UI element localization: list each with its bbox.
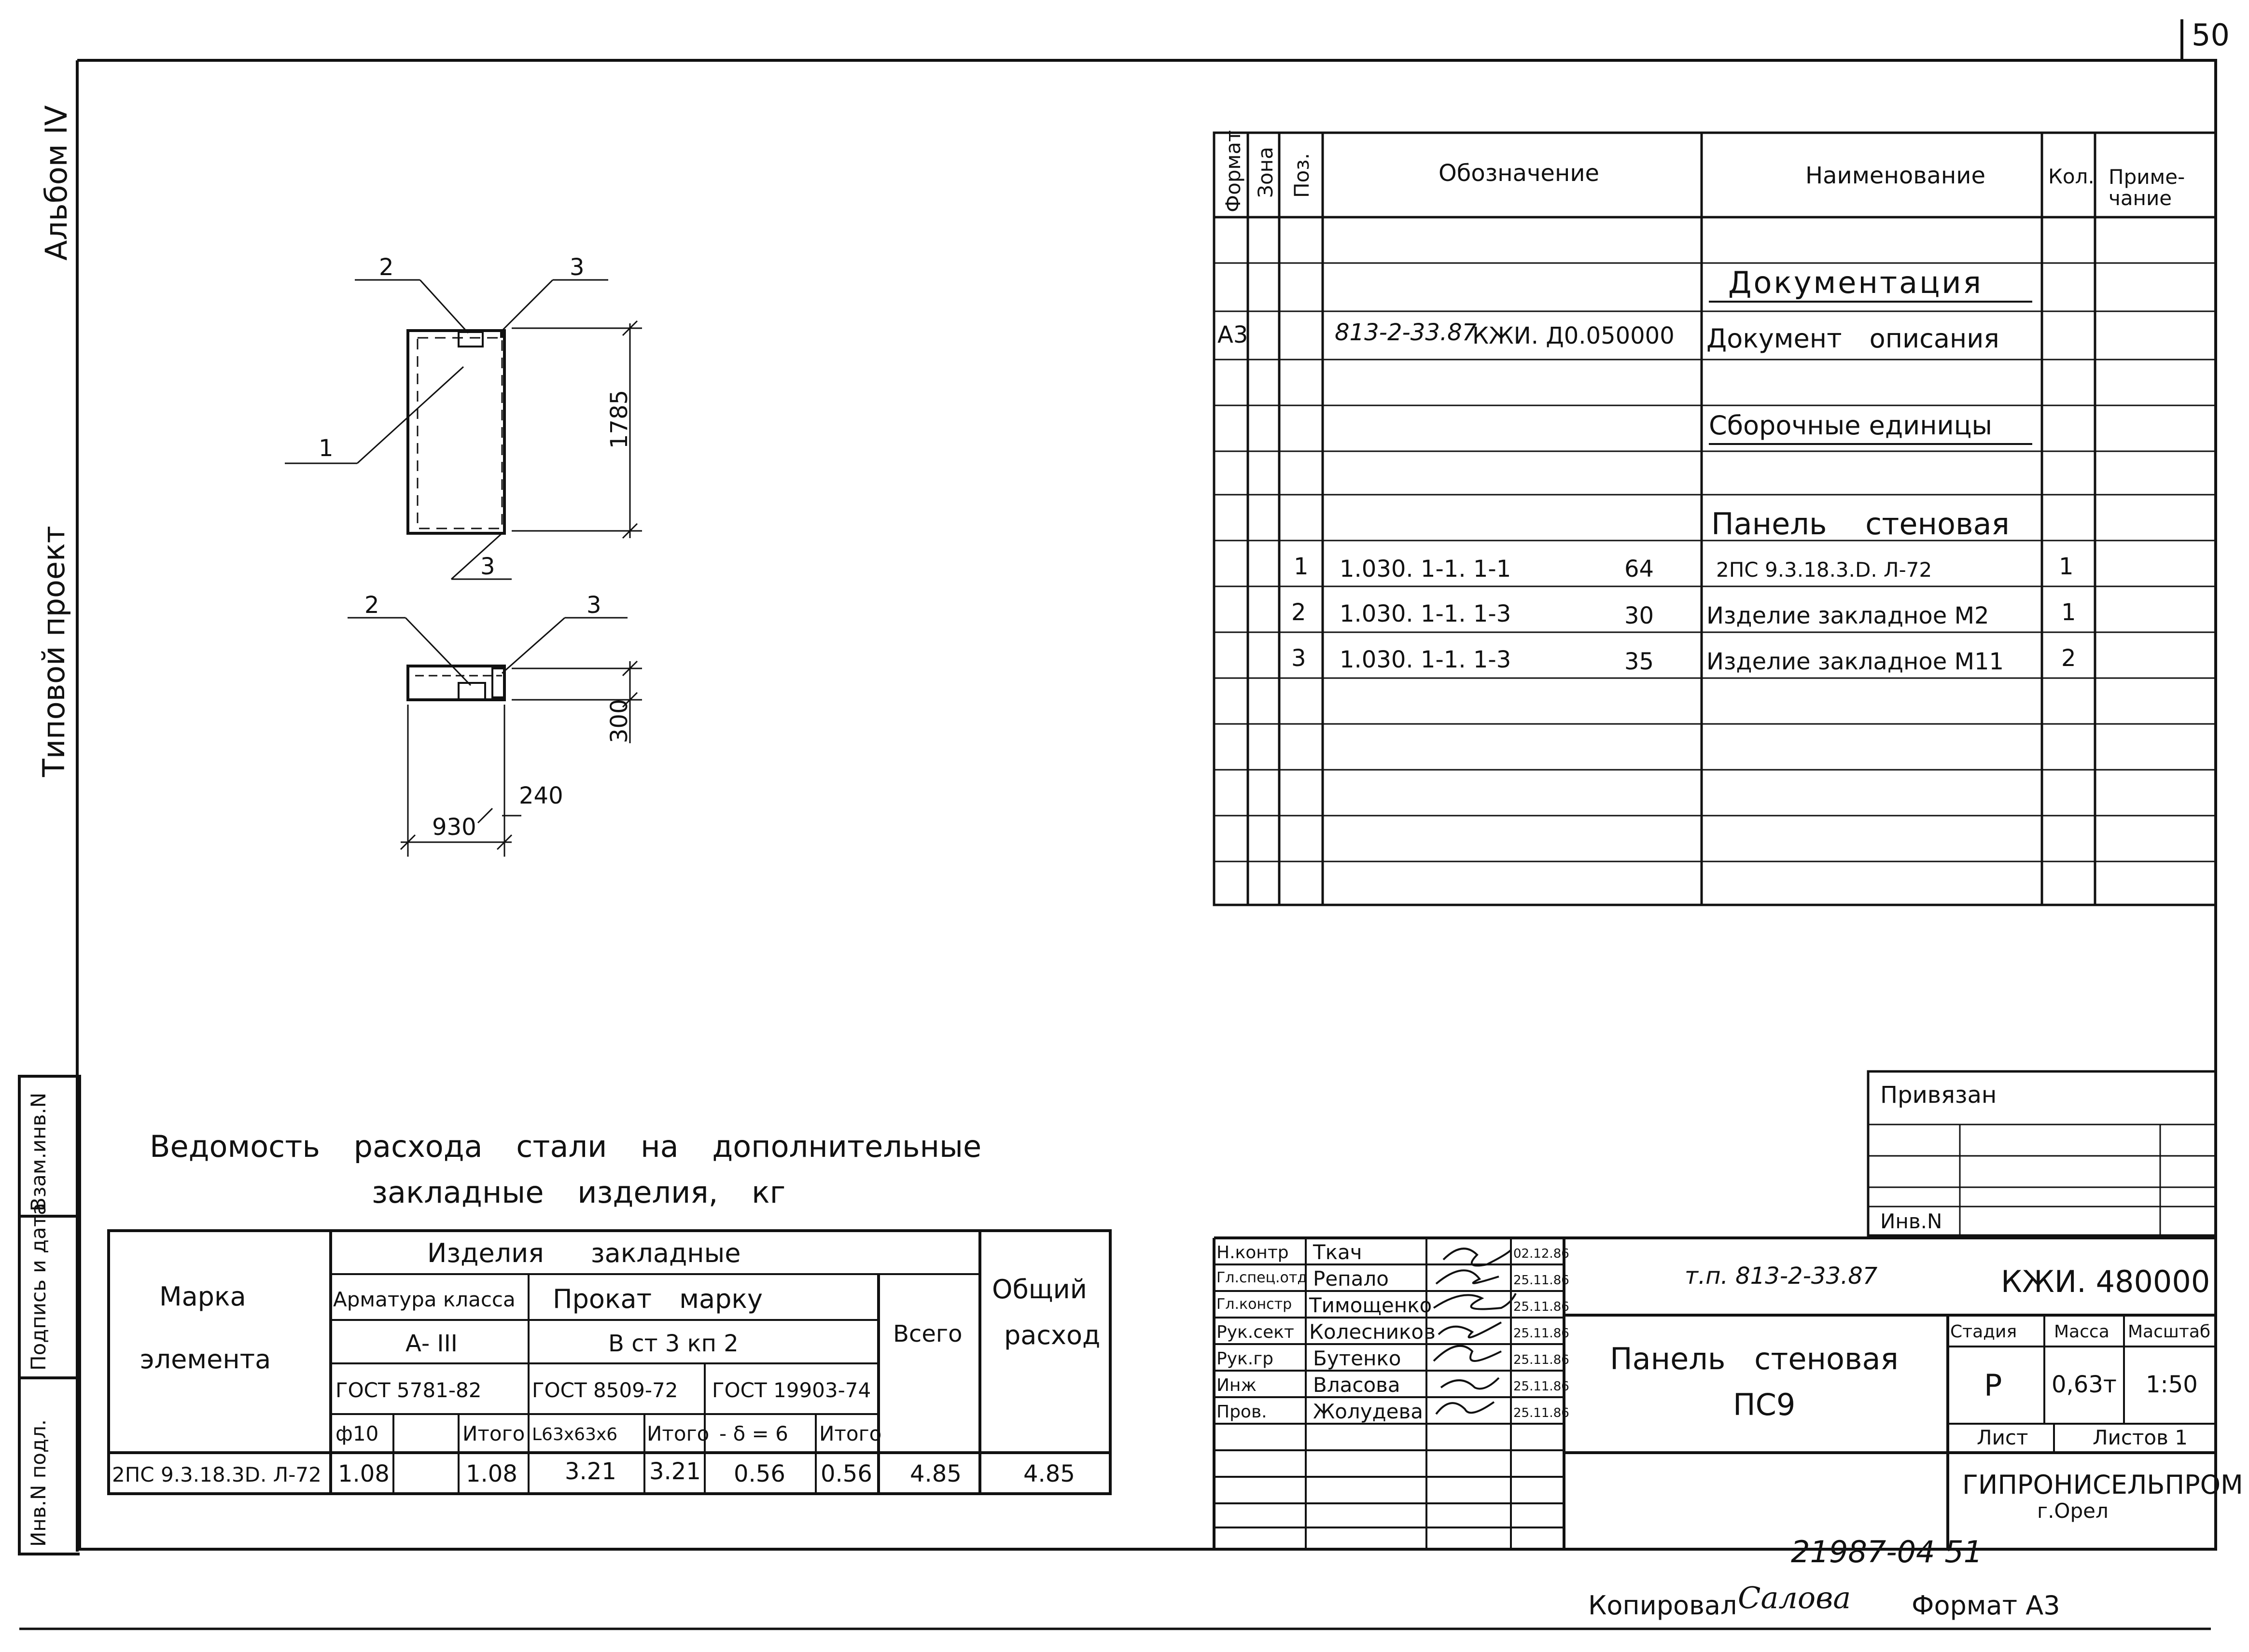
spec-header-oboznachenie: Обозначение <box>1439 160 1600 187</box>
spec-pos: 1 <box>1294 553 1309 580</box>
spec-code: 1.030. 1-1. 1-1 <box>1340 555 1511 583</box>
steel-val-f10: 1.08 <box>338 1460 390 1487</box>
format-label: Формат А3 <box>1912 1590 2060 1621</box>
spec-pos: 3 <box>1291 645 1306 672</box>
mass-label: Масса <box>2054 1322 2109 1342</box>
album-label: Альбом IV <box>39 105 74 261</box>
panel-drawing-bottom <box>348 618 642 857</box>
steel-sub-delta: - δ = 6 <box>719 1422 788 1445</box>
steel-prokat-grade: В ст 3 кп 2 <box>608 1330 739 1357</box>
spec-header-pos: Поз. <box>1290 153 1313 198</box>
role-date: 25.11.86 <box>1513 1300 1569 1314</box>
steel-sub-f10: ф10 <box>335 1422 379 1445</box>
callout-2-top: 2 <box>379 254 394 281</box>
steel-sub-angle: L63x63x6 <box>532 1425 618 1444</box>
spec-qty: 1 <box>2061 599 2076 626</box>
steel-gost3: ГОСТ 19903-74 <box>712 1378 871 1402</box>
steel-sub-itogo3: Итого <box>819 1422 882 1445</box>
copied-name: Салова <box>1738 1580 1851 1615</box>
spec-name: Изделие закладное М2 <box>1706 602 1989 629</box>
steel-obsh2: расход <box>1004 1320 1101 1350</box>
podpis-label: Подпись и дата <box>27 1203 50 1371</box>
role-label: Гл.констр <box>1216 1296 1292 1313</box>
role-label: Гл.спец.отд <box>1216 1269 1308 1286</box>
spec-section-docs: Документация <box>1728 265 1983 300</box>
mass-value: 0,63т <box>2052 1371 2117 1398</box>
role-date: 25.11.86 <box>1513 1273 1569 1288</box>
spec-header-kol: Кол. <box>2048 165 2095 188</box>
dim-240: 240 <box>519 782 563 809</box>
scale-value: 1:50 <box>2146 1371 2198 1398</box>
spec-pos: 2 <box>1291 599 1306 626</box>
steel-val-itogo1: 1.08 <box>466 1460 517 1487</box>
role-label: Пров. <box>1216 1402 1267 1422</box>
doc-code: 813-2-33.87 <box>1335 319 1477 346</box>
role-name: Власова <box>1313 1373 1400 1397</box>
spec-section-units: Сборочные единицы <box>1709 410 1993 441</box>
role-name: Репало <box>1313 1267 1389 1291</box>
panel-drawing-top <box>285 280 642 579</box>
role-date: 25.11.86 <box>1513 1353 1569 1367</box>
spec-qty: 2 <box>2061 645 2076 672</box>
callout-2-section: 2 <box>364 592 379 619</box>
sheet-number: 50 <box>2192 17 2230 53</box>
privyazan-inv: Инв.N <box>1880 1209 1942 1233</box>
role-label: Рук.гр <box>1216 1349 1273 1369</box>
project-code: т.п. 813-2-33.87 <box>1685 1263 1878 1290</box>
stage-value: Р <box>1984 1368 2002 1403</box>
drawing-title: Панель стеновая <box>1610 1341 1899 1376</box>
steel-obsh1: Общий <box>992 1274 1087 1305</box>
steel-val-itogo3: 0.56 <box>821 1460 872 1487</box>
inv-podl-label: Инв.N подл. <box>27 1419 50 1547</box>
steel-title-line2: закладные изделия, кг <box>372 1175 786 1210</box>
steel-gost1: ГОСТ 5781-82 <box>335 1378 482 1402</box>
dim-300: 300 <box>606 699 633 743</box>
lists-label: Листов 1 <box>2093 1426 2188 1449</box>
steel-val-angle: 3.21 <box>565 1458 616 1485</box>
org-city: г.Орел <box>2037 1499 2109 1523</box>
doc-code2: КЖИ. Д0.050000 <box>1472 322 1675 349</box>
steel-title-line1: Ведомость расхода стали на дополнительные <box>150 1129 982 1164</box>
spec-num: 35 <box>1624 648 1654 675</box>
role-date: 02.12.86 <box>1513 1247 1569 1261</box>
copied-label: Копировал <box>1588 1590 1737 1621</box>
spec-qty: 1 <box>2059 553 2074 580</box>
spec-header-format: Формат <box>1221 130 1245 212</box>
spec-name: 2ПС 9.3.18.3.D. Л-72 <box>1716 558 1932 582</box>
role-date: 25.11.86 <box>1513 1326 1569 1341</box>
spec-header-naimenovanie: Наименование <box>1805 162 1986 189</box>
role-label: Н.контр <box>1216 1243 1289 1263</box>
callout-3-bottom: 3 <box>480 553 495 580</box>
spec-num: 30 <box>1624 602 1654 629</box>
privyazan-label: Привязан <box>1880 1082 1997 1109</box>
dim-930: 930 <box>432 814 476 841</box>
spec-name: Изделие закладное М11 <box>1706 648 2004 675</box>
role-name: Бутенко <box>1313 1347 1401 1370</box>
steel-val-vsego: 4.85 <box>910 1460 962 1487</box>
role-name: Ткач <box>1313 1240 1362 1264</box>
role-label: Инж <box>1216 1375 1257 1395</box>
steel-val-total: 4.85 <box>1023 1460 1075 1487</box>
steel-prokat-header: Прокат марку <box>553 1284 763 1314</box>
signatures <box>1434 1249 1516 1414</box>
role-date: 25.11.86 <box>1513 1379 1569 1394</box>
steel-row-mark: 2ПС 9.3.18.3D. Л-72 <box>112 1463 321 1486</box>
project-label: Типовой проект <box>36 526 71 777</box>
spec-code: 1.030. 1-1. 1-3 <box>1340 646 1511 673</box>
spec-header-zone: Зона <box>1254 147 1277 198</box>
spec-num: 64 <box>1624 555 1654 583</box>
doc-format: А3 <box>1217 321 1248 348</box>
steel-izd-header: Изделия закладные <box>427 1238 741 1268</box>
list-label: Лист <box>1977 1426 2028 1449</box>
doc-name: Документ описания <box>1706 323 1999 354</box>
spec-header-note: Приме-чание <box>2109 165 2185 210</box>
role-label: Рук.сект <box>1216 1322 1294 1342</box>
spec-code: 1.030. 1-1. 1-3 <box>1340 600 1511 627</box>
steel-val-delta: 0.56 <box>734 1460 785 1487</box>
scale-label: Масштаб <box>2128 1322 2211 1342</box>
spec-panel-title: Панель стеновая <box>1711 506 2010 541</box>
callout-3-section: 3 <box>587 592 601 619</box>
steel-sub-itogo2: Итого <box>647 1422 710 1445</box>
steel-val-itogo2: 3.21 <box>649 1458 701 1485</box>
sheet-code: КЖИ. 480000 <box>2001 1264 2210 1299</box>
role-name: Колесников <box>1309 1320 1436 1344</box>
dim-1785: 1785 <box>606 389 633 449</box>
role-date: 25.11.86 <box>1513 1406 1569 1420</box>
steel-arm-header: Арматура класса <box>333 1288 516 1311</box>
drawing-mark: ПС9 <box>1733 1387 1796 1422</box>
role-name: Жолудева <box>1313 1400 1424 1423</box>
stage-label: Стадия <box>1950 1322 2017 1342</box>
steel-sub-itogo1: Итого <box>462 1422 525 1445</box>
steel-gost2: ГОСТ 8509-72 <box>532 1378 678 1402</box>
role-name: Тимощенко <box>1309 1293 1432 1317</box>
steel-arm-class: А- III <box>405 1330 458 1357</box>
steel-mark-label1: Марка <box>159 1281 246 1312</box>
steel-mark-label2: элемента <box>140 1344 271 1374</box>
org-name: ГИПРОНИСЕЛЬПРОМ <box>1962 1470 2243 1500</box>
callout-3-top: 3 <box>570 254 585 281</box>
archive-number: 21987-04 51 <box>1791 1534 1983 1569</box>
callout-1: 1 <box>319 435 334 462</box>
vzam-label: Взам.инв.N <box>27 1092 50 1211</box>
steel-vsego: Всего <box>893 1320 963 1347</box>
